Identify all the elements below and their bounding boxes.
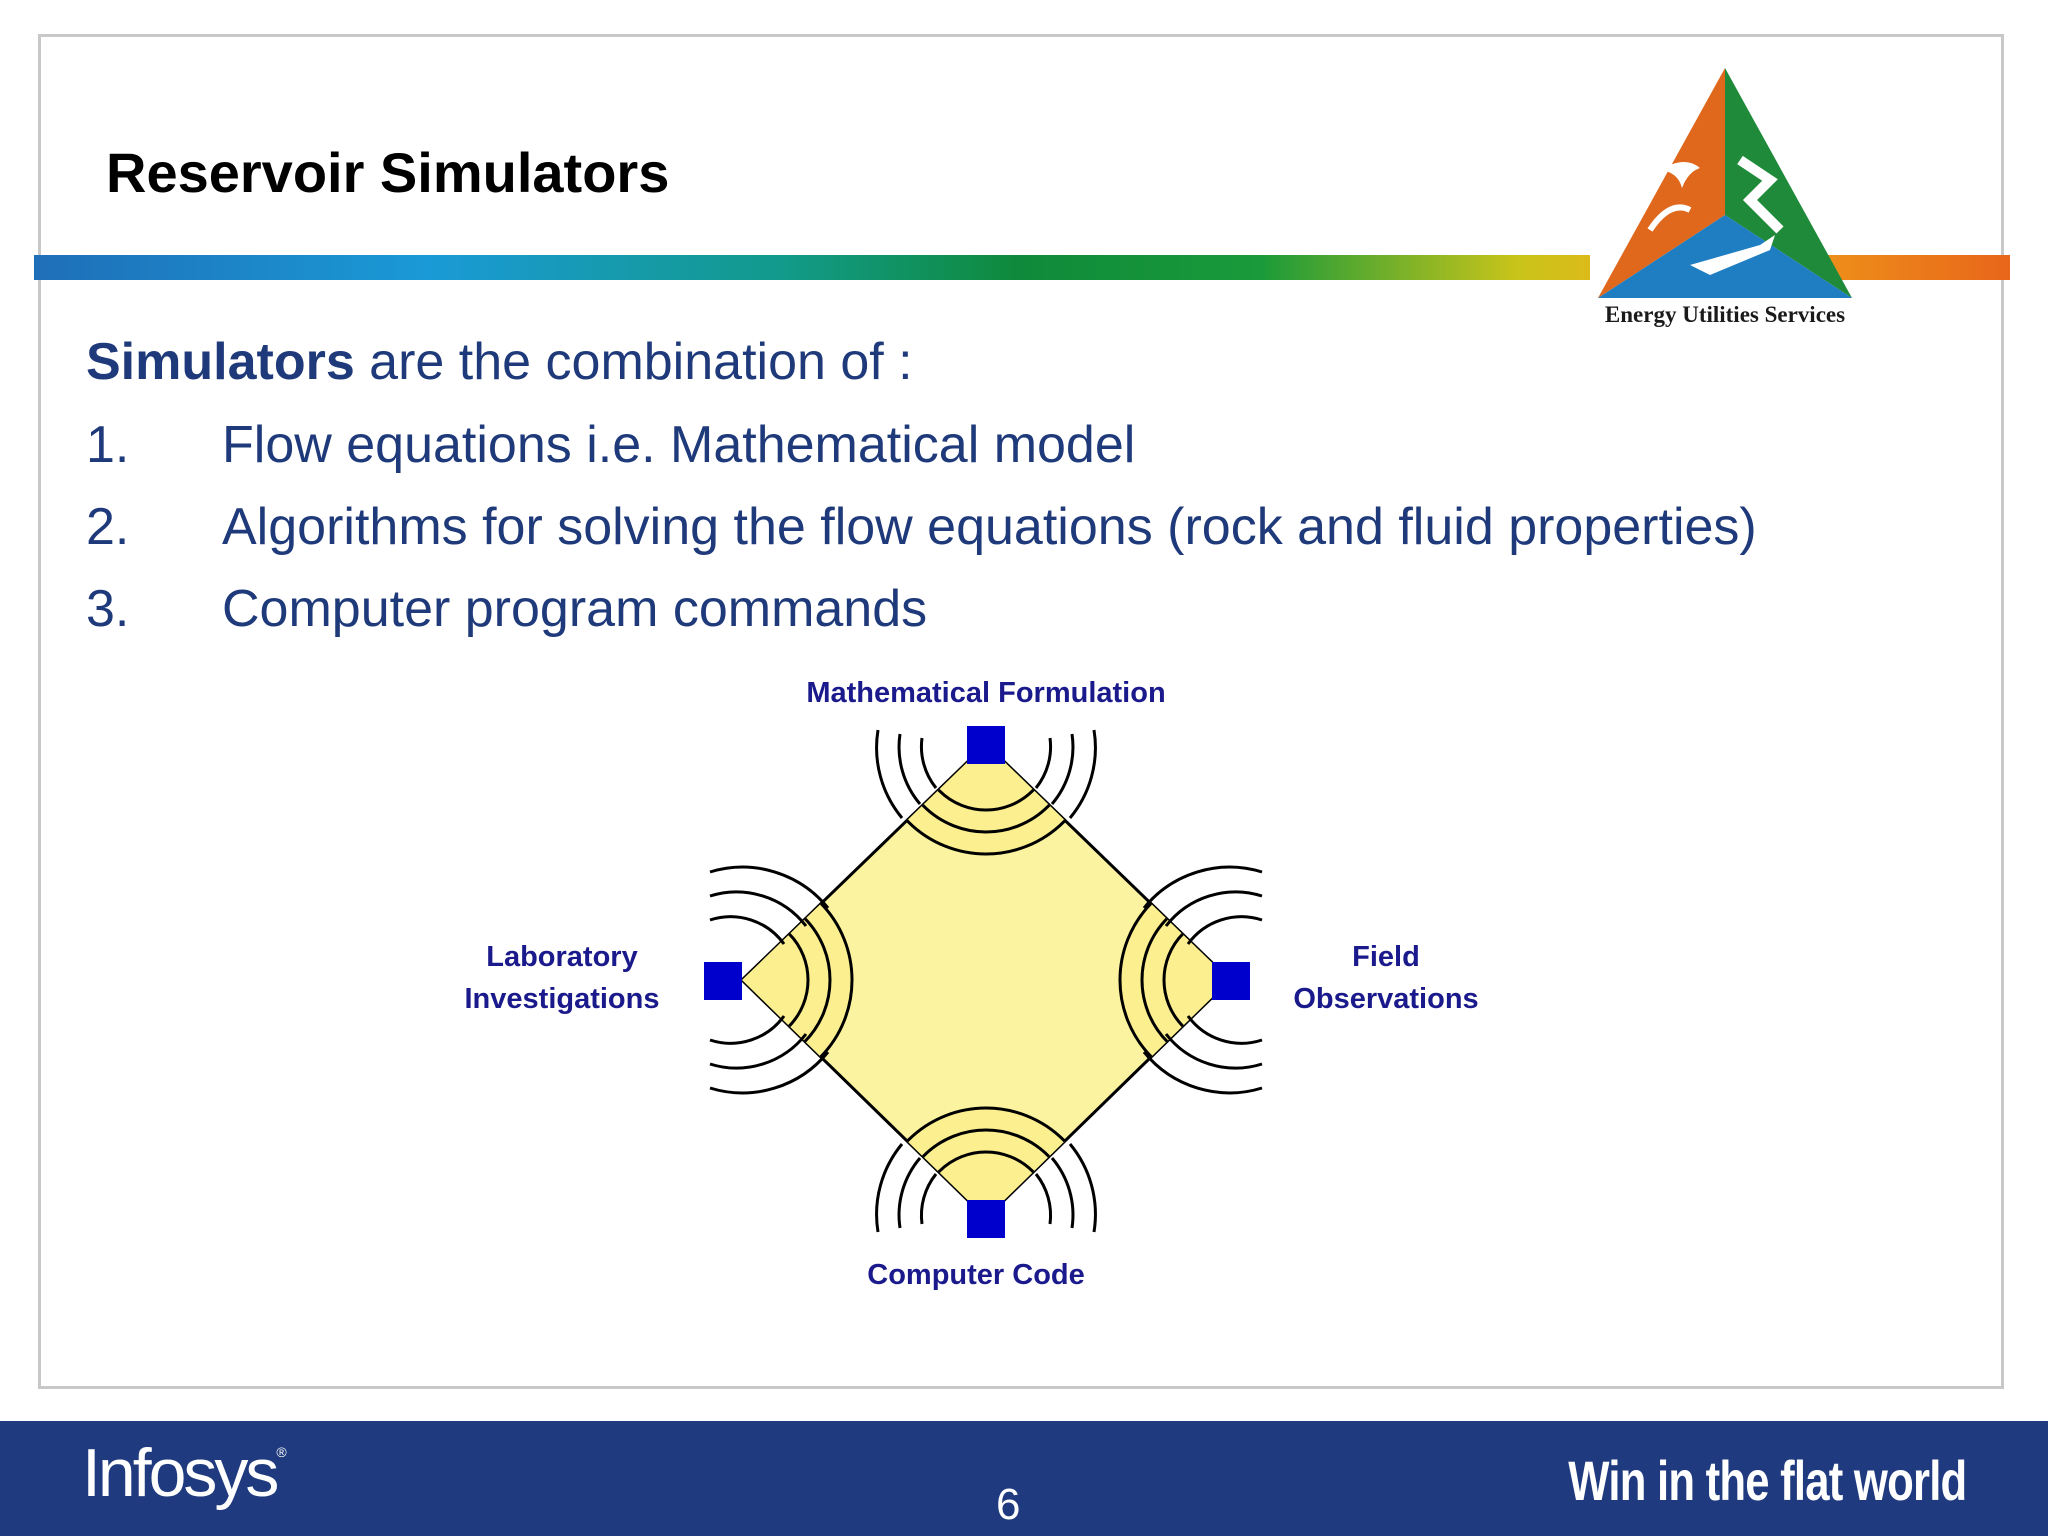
intro-bold: Simulators xyxy=(86,333,355,391)
logo-caption: Energy Utilities Services xyxy=(1604,302,1846,327)
registered-mark: ® xyxy=(276,1444,287,1460)
label-line: Laboratory xyxy=(486,941,638,973)
list-item xyxy=(86,579,927,639)
list-text: Algorithms for solving the flow equations (rock and fluid properties) xyxy=(222,498,1757,556)
label-computer-code: Computer Code xyxy=(867,1259,1085,1291)
slide-title: Reservoir Simulators xyxy=(106,141,670,204)
intro-line xyxy=(86,332,913,392)
label-line: Investigations xyxy=(464,983,660,1015)
list-item xyxy=(86,415,1135,475)
label-line: Field xyxy=(1352,941,1420,973)
label-line: Observations xyxy=(1293,983,1479,1015)
label-laboratory-investigations xyxy=(430,936,694,1020)
list-text: Flow equations i.e. Mathematical model xyxy=(222,416,1136,474)
tagline: Win in the flat world xyxy=(1567,1449,1966,1512)
node-right xyxy=(1212,962,1250,1000)
label-field-observations xyxy=(1276,936,1496,1020)
list-text: Computer program commands xyxy=(222,580,928,638)
brand-name: Infosys xyxy=(82,1435,277,1511)
label-mathematical-formulation: Mathematical Formulation xyxy=(806,677,1166,709)
list-item xyxy=(86,497,1757,557)
node-left xyxy=(704,962,742,1000)
list-number: 3. xyxy=(86,580,130,638)
simulator-diagram xyxy=(430,668,1530,1308)
node-bottom xyxy=(967,1200,1005,1238)
infosys-logo xyxy=(82,1434,287,1512)
list-number: 1. xyxy=(86,416,130,474)
node-top xyxy=(967,726,1005,764)
intro-text: are the combination of : xyxy=(354,333,913,391)
page-number: 6 xyxy=(996,1480,1021,1529)
energy-utilities-logo xyxy=(1590,60,1860,340)
list-number: 2. xyxy=(86,498,130,556)
